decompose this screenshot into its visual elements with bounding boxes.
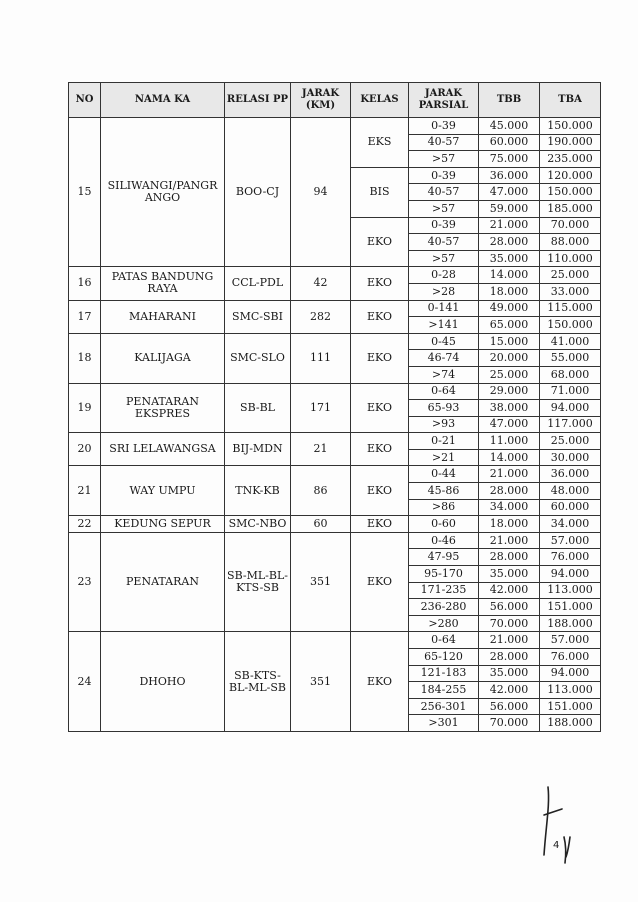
tier-tba: 117.000 — [540, 416, 601, 433]
row-relasi: SMC-NBO — [225, 516, 291, 533]
tier-tba: 235.000 — [540, 151, 601, 168]
tier-tbb: 45.000 — [479, 118, 540, 135]
tier-tba: 70.000 — [540, 217, 601, 234]
tier-parsial: 236-280 — [409, 599, 479, 616]
tier-tbb: 14.000 — [479, 449, 540, 466]
tier-tba: 57.000 — [540, 532, 601, 549]
row-nama: PENATARAN EKSPRES — [101, 383, 225, 433]
row-no: 19 — [69, 383, 101, 433]
tier-tba: 190.000 — [540, 134, 601, 151]
tier-tbb: 60.000 — [479, 134, 540, 151]
tier-tba: 150.000 — [540, 317, 601, 334]
signature-initials — [540, 785, 580, 865]
tier-tbb: 35.000 — [479, 566, 540, 583]
header-kelas: KELAS — [351, 83, 409, 118]
row-jarak: 60 — [291, 516, 351, 533]
tariff-table — [68, 82, 601, 732]
tier-tba: 185.000 — [540, 200, 601, 217]
row-nama: MAHARANI — [101, 300, 225, 333]
tier-parsial: 256-301 — [409, 698, 479, 715]
row-jarak: 351 — [291, 632, 351, 732]
tier-tbb: 34.000 — [479, 499, 540, 516]
tier-parsial: >57 — [409, 200, 479, 217]
tier-tbb: 70.000 — [479, 715, 540, 732]
tier-tbb: 35.000 — [479, 250, 540, 267]
tier-parsial: >141 — [409, 317, 479, 334]
row-kelas: EKS — [351, 118, 409, 168]
tier-parsial: 46-74 — [409, 350, 479, 367]
tier-parsial: >280 — [409, 615, 479, 632]
tier-tbb: 56.000 — [479, 698, 540, 715]
tier-tbb: 11.000 — [479, 433, 540, 450]
tier-parsial: 0-141 — [409, 300, 479, 317]
tier-tbb: 21.000 — [479, 217, 540, 234]
tier-tbb: 21.000 — [479, 632, 540, 649]
tier-tba: 30.000 — [540, 449, 601, 466]
table-row — [69, 532, 601, 549]
page-number: 4 — [553, 840, 560, 851]
row-nama: DHOHO — [101, 632, 225, 732]
tier-tba: 151.000 — [540, 599, 601, 616]
tier-tba: 115.000 — [540, 300, 601, 317]
tier-tbb: 28.000 — [479, 483, 540, 500]
row-kelas: EKO — [351, 333, 409, 383]
tier-tbb: 49.000 — [479, 300, 540, 317]
tier-tbb: 28.000 — [479, 549, 540, 566]
row-relasi: SB-KTS-BL-ML-SB — [225, 632, 291, 732]
tier-parsial: 65-120 — [409, 649, 479, 666]
table-row — [69, 333, 601, 350]
tier-tba: 41.000 — [540, 333, 601, 350]
row-kelas: EKO — [351, 267, 409, 300]
header-relasi: RELASI PP — [225, 83, 291, 118]
tier-parsial: 47-95 — [409, 549, 479, 566]
tier-tbb: 36.000 — [479, 167, 540, 184]
tier-tba: 60.000 — [540, 499, 601, 516]
tier-tbb: 28.000 — [479, 234, 540, 251]
tier-parsial: 0-45 — [409, 333, 479, 350]
tier-tba: 150.000 — [540, 118, 601, 135]
row-kelas: EKO — [351, 632, 409, 732]
tier-parsial: 0-39 — [409, 118, 479, 135]
header-tba: TBA — [540, 83, 601, 118]
row-no: 24 — [69, 632, 101, 732]
header-parsial: JARAK PARSIAL — [409, 83, 479, 118]
tier-tbb: 20.000 — [479, 350, 540, 367]
tier-parsial: 0-64 — [409, 632, 479, 649]
table-row — [69, 466, 601, 483]
header-nama: NAMA KA — [101, 83, 225, 118]
row-kelas: EKO — [351, 466, 409, 516]
tier-tba: 25.000 — [540, 433, 601, 450]
row-kelas: EKO — [351, 532, 409, 632]
row-nama: KEDUNG SEPUR — [101, 516, 225, 533]
tier-parsial: >93 — [409, 416, 479, 433]
tier-tbb: 59.000 — [479, 200, 540, 217]
row-relasi: SMC-SBI — [225, 300, 291, 333]
row-nama: PENATARAN — [101, 532, 225, 632]
tier-tba: 68.000 — [540, 366, 601, 383]
row-no: 16 — [69, 267, 101, 300]
tier-tba: 25.000 — [540, 267, 601, 284]
tier-tba: 57.000 — [540, 632, 601, 649]
header-no: NO — [69, 83, 101, 118]
tier-parsial: 0-46 — [409, 532, 479, 549]
tier-tbb: 18.000 — [479, 283, 540, 300]
row-no: 17 — [69, 300, 101, 333]
tier-parsial: >57 — [409, 250, 479, 267]
row-no: 20 — [69, 433, 101, 466]
tier-parsial: >74 — [409, 366, 479, 383]
row-nama: SILIWANGI/PANGR ANGO — [101, 118, 225, 267]
tier-parsial: 0-60 — [409, 516, 479, 533]
table-row — [69, 300, 601, 317]
tier-parsial: 184-255 — [409, 682, 479, 699]
row-kelas: EKO — [351, 516, 409, 533]
tier-parsial: 40-57 — [409, 234, 479, 251]
row-nama: KALIJAGA — [101, 333, 225, 383]
tier-parsial: 40-57 — [409, 134, 479, 151]
tier-parsial: >57 — [409, 151, 479, 168]
table-row — [69, 516, 601, 533]
table-body — [69, 118, 601, 732]
row-jarak: 171 — [291, 383, 351, 433]
row-no: 15 — [69, 118, 101, 267]
tier-tba: 151.000 — [540, 698, 601, 715]
row-nama: WAY UMPU — [101, 466, 225, 516]
row-relasi: SB-BL — [225, 383, 291, 433]
tier-tbb: 15.000 — [479, 333, 540, 350]
tier-tba: 76.000 — [540, 549, 601, 566]
row-kelas: EKO — [351, 300, 409, 333]
row-relasi: SB-ML-BL-KTS-SB — [225, 532, 291, 632]
row-relasi: BIJ-MDN — [225, 433, 291, 466]
table-row — [69, 383, 601, 400]
tier-tba: 150.000 — [540, 184, 601, 201]
row-jarak: 282 — [291, 300, 351, 333]
tier-tba: 55.000 — [540, 350, 601, 367]
row-kelas: EKO — [351, 433, 409, 466]
tier-tbb: 18.000 — [479, 516, 540, 533]
tier-parsial: 40-57 — [409, 184, 479, 201]
tier-parsial: >28 — [409, 283, 479, 300]
row-kelas: EKO — [351, 383, 409, 433]
tier-parsial: 0-28 — [409, 267, 479, 284]
tier-parsial: 0-64 — [409, 383, 479, 400]
row-relasi: BOO-CJ — [225, 118, 291, 267]
row-kelas: BIS — [351, 167, 409, 217]
tier-tba: 188.000 — [540, 615, 601, 632]
header-row — [69, 83, 601, 118]
tier-tbb: 42.000 — [479, 582, 540, 599]
header-tbb: TBB — [479, 83, 540, 118]
tier-tbb: 65.000 — [479, 317, 540, 334]
table-row — [69, 632, 601, 649]
tier-tbb: 47.000 — [479, 416, 540, 433]
row-nama: PATAS BANDUNG RAYA — [101, 267, 225, 300]
row-jarak: 86 — [291, 466, 351, 516]
tier-tbb: 38.000 — [479, 400, 540, 417]
tier-tbb: 75.000 — [479, 151, 540, 168]
tier-parsial: >301 — [409, 715, 479, 732]
tier-parsial: >86 — [409, 499, 479, 516]
row-jarak: 94 — [291, 118, 351, 267]
row-relasi: SMC-SLO — [225, 333, 291, 383]
row-jarak: 42 — [291, 267, 351, 300]
tier-tbb: 21.000 — [479, 466, 540, 483]
row-jarak: 351 — [291, 532, 351, 632]
row-no: 18 — [69, 333, 101, 383]
tier-tba: 36.000 — [540, 466, 601, 483]
tier-tba: 33.000 — [540, 283, 601, 300]
tier-parsial: 0-39 — [409, 217, 479, 234]
tier-parsial: 95-170 — [409, 566, 479, 583]
tier-tba: 120.000 — [540, 167, 601, 184]
row-jarak: 111 — [291, 333, 351, 383]
table-row — [69, 118, 601, 135]
row-jarak: 21 — [291, 433, 351, 466]
row-relasi: TNK-KB — [225, 466, 291, 516]
tier-parsial: 0-44 — [409, 466, 479, 483]
tier-tba: 94.000 — [540, 665, 601, 682]
tier-tba: 71.000 — [540, 383, 601, 400]
tier-parsial: 0-39 — [409, 167, 479, 184]
tier-tba: 94.000 — [540, 566, 601, 583]
tier-tba: 188.000 — [540, 715, 601, 732]
tier-tba: 34.000 — [540, 516, 601, 533]
tier-parsial: >21 — [409, 449, 479, 466]
row-kelas: EKO — [351, 217, 409, 267]
row-no: 21 — [69, 466, 101, 516]
tier-tba: 113.000 — [540, 682, 601, 699]
tier-parsial: 171-235 — [409, 582, 479, 599]
tier-tbb: 25.000 — [479, 366, 540, 383]
tier-tbb: 47.000 — [479, 184, 540, 201]
tier-tbb: 35.000 — [479, 665, 540, 682]
tier-tbb: 14.000 — [479, 267, 540, 284]
tier-tbb: 29.000 — [479, 383, 540, 400]
tier-tbb: 70.000 — [479, 615, 540, 632]
tier-tba: 113.000 — [540, 582, 601, 599]
row-relasi: CCL-PDL — [225, 267, 291, 300]
tier-parsial: 0-21 — [409, 433, 479, 450]
tier-tba: 76.000 — [540, 649, 601, 666]
tier-parsial: 45-86 — [409, 483, 479, 500]
row-nama: SRI LELAWANGSA — [101, 433, 225, 466]
tier-tba: 48.000 — [540, 483, 601, 500]
tier-tbb: 42.000 — [479, 682, 540, 699]
table-row — [69, 267, 601, 284]
tier-parsial: 121-183 — [409, 665, 479, 682]
row-no: 23 — [69, 532, 101, 632]
tier-tba: 110.000 — [540, 250, 601, 267]
tier-tba: 94.000 — [540, 400, 601, 417]
header-jarak: JARAK (KM) — [291, 83, 351, 118]
tier-tba: 88.000 — [540, 234, 601, 251]
tier-parsial: 65-93 — [409, 400, 479, 417]
tier-tbb: 56.000 — [479, 599, 540, 616]
table-row — [69, 433, 601, 450]
row-no: 22 — [69, 516, 101, 533]
tier-tbb: 28.000 — [479, 649, 540, 666]
tier-tbb: 21.000 — [479, 532, 540, 549]
